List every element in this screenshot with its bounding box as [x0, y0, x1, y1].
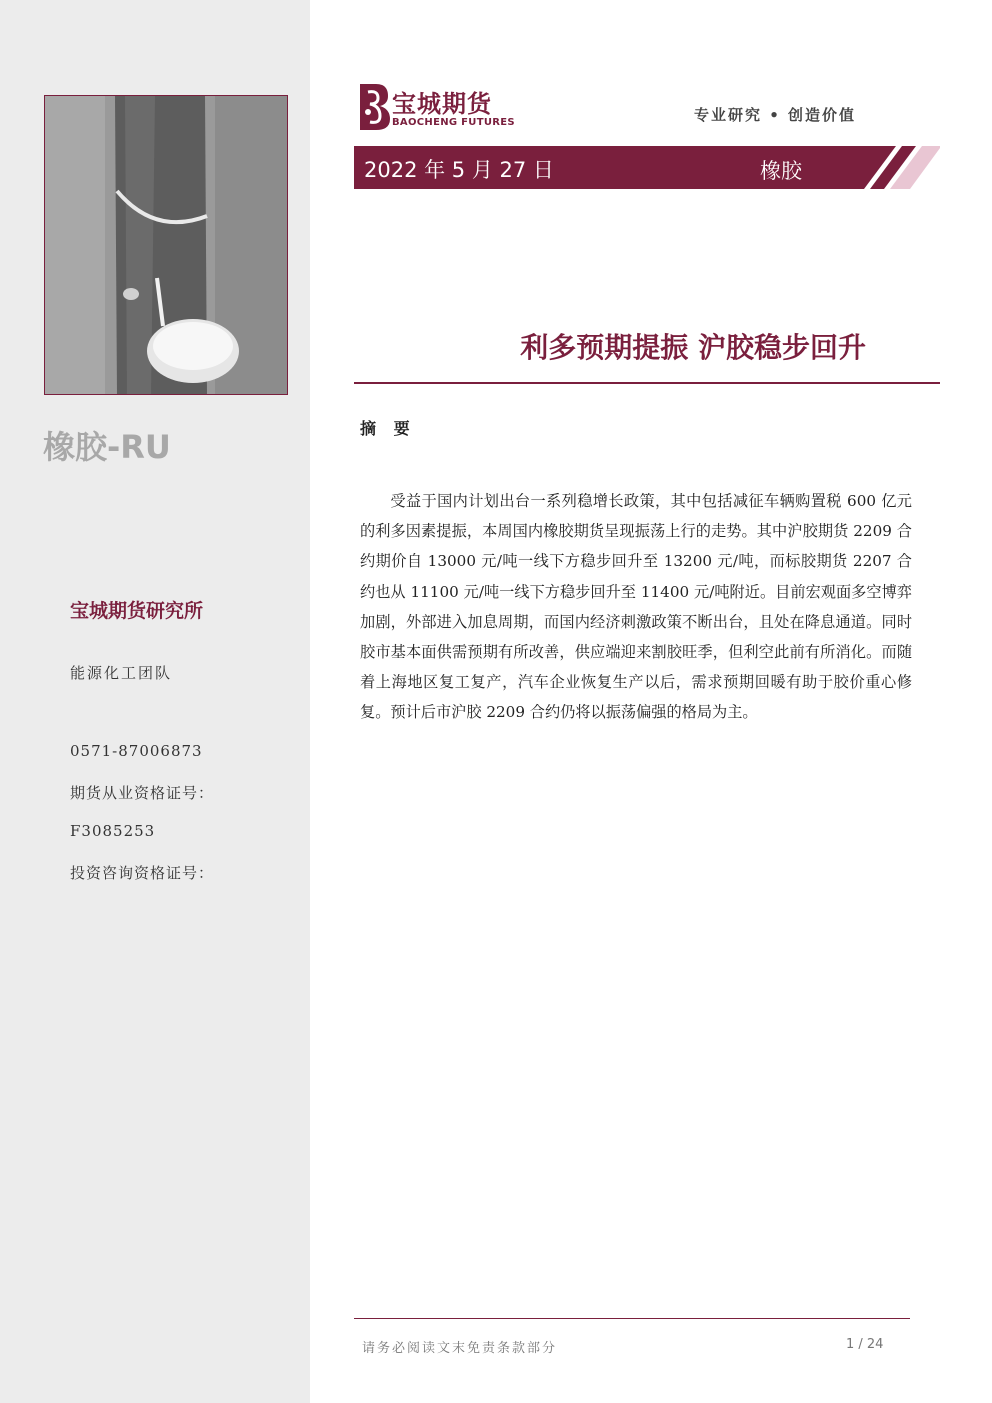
abstract-body: 受益于国内计划出台一系列稳增长政策，其中包括减征车辆购置税 600 亿元的利多因素提振，本周国内橡胶期货呈现振荡上行的走势。其中沪胶期货 2209 合约期价自 13000 元/吨一线下方稳步回升至 13200 元/吨，而标胶期货 2207 合约也从 11100 元/吨一线下方稳步回升至 11400 元/吨附近。目前宏观面多空博弈加剧，外部进入加息周期，而国内经济刺激政策不断出台，且处在降息通道。同时胶市基本面供需预期有所改善，供应端迎来割胶旺季，但利空此前有所消化。而随着上海地区复工复产，汽车企业恢复生产以后，需求预期回暖有助于胶价重心修复。预计后市沪胶 2209 合约仍将以振荡偏强的格局为主。: [360, 492, 912, 722]
title-divider: [354, 382, 940, 384]
license-number: F3085253: [70, 822, 156, 840]
logo-chinese-name: 宝城期货: [392, 89, 492, 118]
rubber-tapping-image: [45, 96, 288, 395]
phone-number: 0571-87006873: [70, 742, 203, 760]
advisory-license-label: 投资咨询资格证号：: [70, 864, 215, 882]
sidebar: [0, 0, 310, 1403]
license-label: 期货从业资格证号：: [70, 784, 215, 802]
rubber-tree-photo: [44, 95, 288, 395]
institute-name: 宝城期货研究所: [70, 600, 204, 622]
slogan: 专业研究 • 创造价值: [694, 106, 857, 124]
logo-english-name: BAOCHENG FUTURES: [392, 117, 515, 128]
page-number: 1 / 24: [846, 1337, 884, 1352]
product-title: 橡胶-RU: [43, 428, 171, 466]
abstract-heading: 摘 要: [360, 419, 416, 438]
disclaimer-note: 请务必阅读文末免责条款部分: [362, 1341, 558, 1356]
report-category: 橡胶: [760, 159, 802, 183]
report-date: 2022 年 5 月 27 日: [364, 158, 554, 182]
team-name: 能源化工团队: [70, 664, 173, 682]
report-title: 利多预期提振 沪胶稳步回升: [520, 331, 866, 364]
footer-divider: [354, 1318, 910, 1319]
